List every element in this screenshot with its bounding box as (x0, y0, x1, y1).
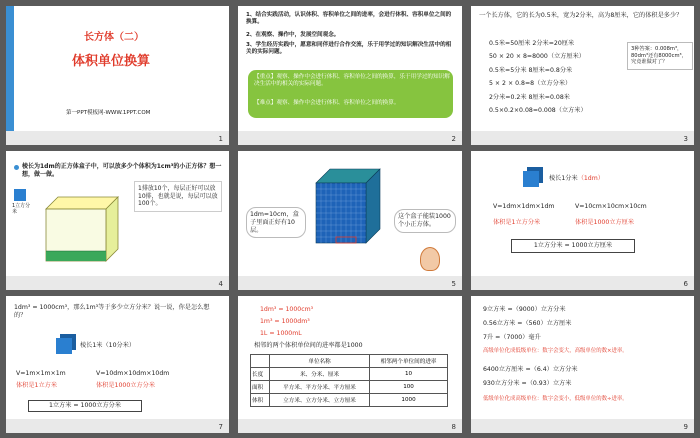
edge-label: 棱长1米（10分米） (80, 342, 136, 349)
slide-footer (6, 131, 229, 145)
dot-icon (14, 165, 19, 170)
rule-high-to-low: 高级单位化成低级单位：数字会变大，高级单位的数×进率。 (483, 348, 628, 354)
exercise-2: 0.56立方米 =（560）立方厘米 (483, 320, 572, 327)
slide-7[interactable] (6, 296, 229, 433)
header-cell (251, 355, 270, 368)
difficulty-point: 【难点】观察、操作中会进行体积、容积单位之间的换算。 (254, 100, 400, 106)
result-m: 体积是1立方米 (16, 382, 58, 389)
solution-line-5: 2分米=0.2米 8厘米=0.08米 (489, 94, 570, 101)
result-cm: 体积是1000立方厘米 (575, 219, 635, 226)
small-cube (14, 189, 26, 201)
rate-caption: 相邻的两个体积单位间的进率都是1000 (254, 342, 363, 349)
goal-3: 3、学生经历实践中，愿意和同伴进行合作交流，乐于用学过的知识解决生活中的相关的实际问题。 (246, 42, 452, 55)
slide-footer (238, 131, 462, 145)
goal-1: 1、结合实践活动，认识体积、容积单位之间的进率，会进行体积、容积单位之间的换算。 (246, 12, 452, 25)
exercise-4: 6400立方厘米 =（6.4）立方分米 (483, 366, 578, 373)
table-header (251, 355, 448, 368)
slide-2[interactable] (238, 6, 462, 145)
slide-number: 1 (218, 135, 223, 143)
question-text: 棱长为1dm的正方体盒子中，可以放多少个体积为1cm³的小正方体？想一想，做一做。 (22, 163, 222, 178)
table-cell: 10 (370, 368, 448, 381)
explanation-bubble: 1排放10个，每层正好可以放10排，也就是说，每层可以放100个。 (134, 181, 222, 212)
formula-dm: V=1dm×1dm×1dm (493, 203, 555, 210)
slide-footer (471, 131, 694, 145)
relation-1: 1dm³ = 1000cm³ (260, 306, 314, 313)
slide-footer (238, 419, 462, 433)
table-row (251, 368, 448, 381)
table-cell: 体积 (251, 394, 270, 407)
table-row (251, 381, 448, 394)
edge-unit: （1dm） (577, 175, 604, 182)
table-cell: 平方米、平方分米、平方厘米 (270, 381, 370, 394)
slide-4[interactable] (6, 151, 229, 290)
slide-footer (471, 276, 694, 290)
big-cube-grid (308, 161, 388, 251)
girl-avatar-icon (420, 247, 440, 271)
equation-box: 1立方米 = 1000立方分米 (28, 400, 142, 412)
slide-footer (238, 276, 462, 290)
header-cell: 单位名称 (270, 355, 370, 368)
slide-footer (6, 276, 229, 290)
cube-icon (523, 171, 539, 187)
solution-line-6: 0.5×0.2×0.08=0.008（立方米） (489, 107, 587, 114)
header-cell: 相邻两个单位间的进率 (370, 355, 448, 368)
relation-3: 1L = 1000mL (260, 330, 302, 337)
slide-number: 4 (218, 280, 223, 288)
edge-label (549, 175, 604, 183)
slide-1[interactable] (6, 6, 229, 145)
relation-2: 1m³ = 1000dm³ (260, 318, 310, 325)
exercise-3: 7升 =（7000）毫升 (483, 334, 541, 341)
result-dm: 体积是1立方分米 (493, 219, 541, 226)
lesson-subtitle: 体积单位换算 (72, 54, 151, 69)
exercise-5: 930立方分米 =（0.93）立方米 (483, 380, 572, 387)
table-row (251, 394, 448, 407)
table-cell: 100 (370, 381, 448, 394)
key-point: 【重点】观察、操作中会进行体积、容积单位之间的换算，乐于用学过的知识解决生活中的相关的实际问题。 (254, 74, 450, 87)
box-drawing (34, 189, 124, 269)
slide-number: 3 (683, 135, 688, 143)
slide-number: 6 (683, 280, 688, 288)
note-box: 3种答案：0.008m³，80dm³还有8000cm³，究竟谁做对了？ (627, 42, 693, 70)
slide-number: 9 (683, 423, 688, 431)
bubble-total: 这个盒子能装1000个小正方体。 (394, 209, 456, 233)
table-cell: 1000 (370, 394, 448, 407)
question-text: 1dm³ = 1000cm³，那么1m³等于多少立方分米？说一说，你是怎么想的？ (14, 304, 210, 319)
goal-2: 2、在观察、操作中，发展空间观念。 (246, 32, 340, 38)
edge-length: 棱长1分米 (549, 175, 578, 182)
cube-icon (56, 338, 72, 354)
slide-3[interactable] (471, 6, 694, 145)
slide-number: 2 (451, 135, 456, 143)
table-cell: 米、分米、厘米 (270, 368, 370, 381)
formula-m: V=1m×1m×1m (16, 370, 66, 377)
slide-number: 7 (218, 423, 223, 431)
slide-number: 8 (451, 423, 456, 431)
slide-9[interactable] (471, 296, 694, 433)
bubble-layers: 1dm=10cm，盒子里面正好有10层。 (246, 207, 306, 238)
solution-line-4: 5 × 2 × 0.8=8（立方分米） (489, 80, 572, 87)
solution-line-1: 0.5米=50厘米 2分米=20厘米 (489, 40, 575, 47)
table-cell: 立方米、立方分米、立方厘米 (270, 394, 370, 407)
exercise-1: 9立方米 =（9000）立方分米 (483, 306, 566, 313)
slide-footer (6, 419, 229, 433)
units-table (250, 354, 448, 407)
site-credit: 第一PPT模板网-WWW.1PPT.COM (66, 110, 151, 116)
formula-dm: V=10dm×10dm×10dm (96, 370, 170, 377)
slide-number: 5 (451, 280, 456, 288)
table-cell: 长度 (251, 368, 270, 381)
table-cell: 面积 (251, 381, 270, 394)
problem-text: 一个长方体，它的长为0.5米，宽为2分米，高为8厘米，它的体积是多少？ (479, 12, 683, 19)
result-dm: 体积是1000立方分米 (96, 382, 156, 389)
slide-footer (471, 419, 694, 433)
slide-5[interactable] (238, 151, 462, 290)
formula-cm: V=10cm×10cm×10cm (575, 203, 647, 210)
cube-label: 1立方分米 (12, 203, 31, 216)
side-bar (6, 6, 14, 131)
solution-line-2: 50 × 20 × 8=8000（立方厘米） (489, 53, 585, 60)
lesson-title: 长方体（二） (84, 32, 144, 43)
rule-low-to-high: 低级单位化成高级单位：数字会变小，低级单位的数÷进率。 (483, 396, 628, 402)
slide-6[interactable] (471, 151, 694, 290)
equation-box: 1立方分米 = 1000立方厘米 (511, 239, 635, 253)
slide-8[interactable] (238, 296, 462, 433)
solution-line-3: 0.5米=5分米 8厘米=0.8分米 (489, 67, 573, 74)
